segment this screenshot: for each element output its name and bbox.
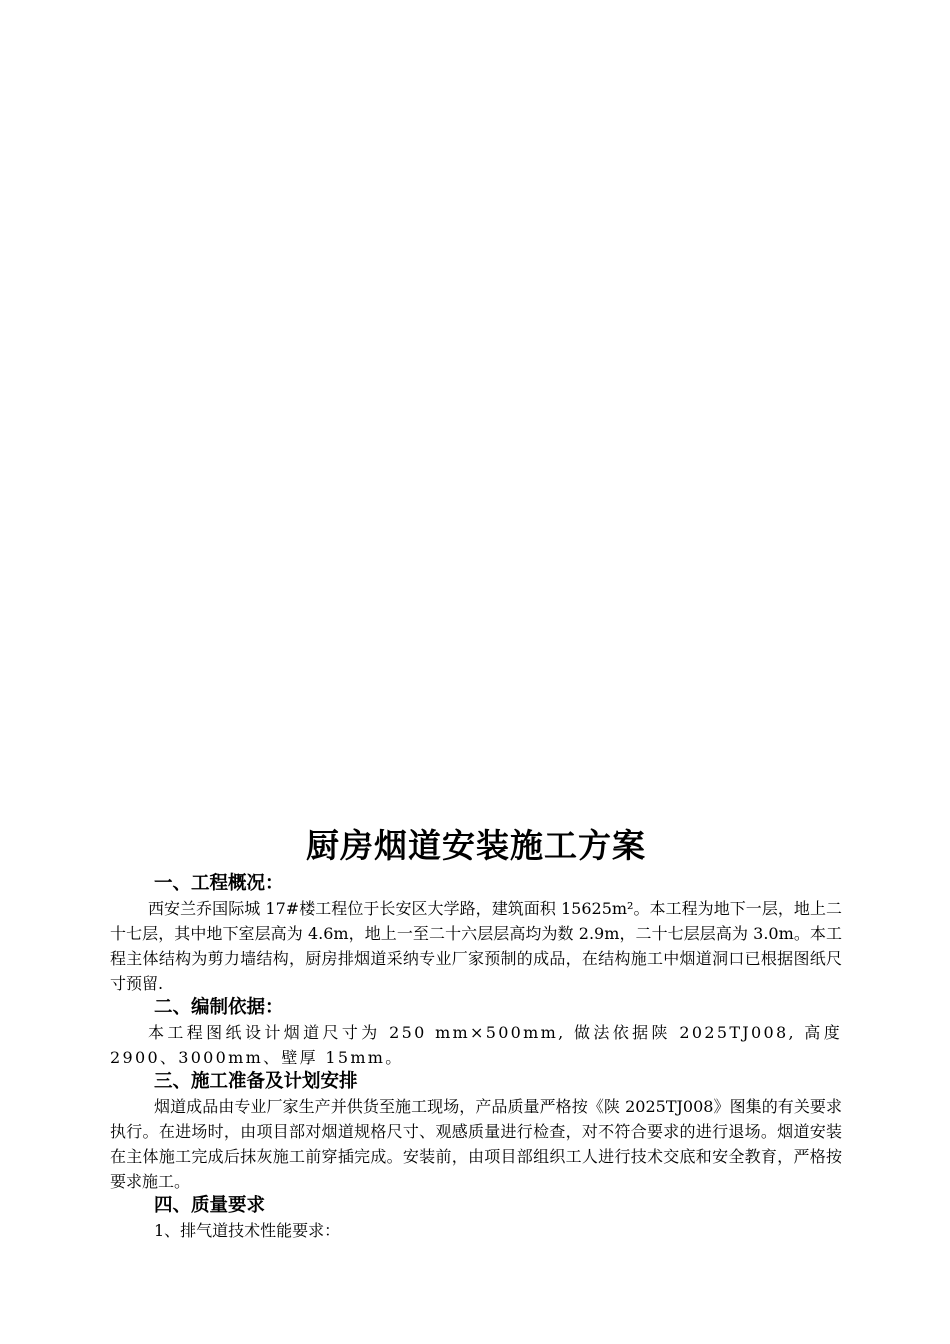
section-heading-basis: 二、编制依据： (154, 997, 284, 1018)
section-heading-preparation: 三、施工准备及计划安排 (154, 1071, 358, 1092)
quality-item-1: 1、排气道技术性能要求： (154, 1221, 341, 1240)
preparation-paragraph: 烟道成品由专业厂家生产并供货至施工现场，产品质量严格按《陕 2025TJ008》图集的有关要求执行。在进场时，由项目部对烟道规格尺寸、观感质量进行检查，对不符合要求的进行退场。烟道安装在主体施工完成后抹灰施工前穿插完成。安装前，由项目部组织工人进行技术交底和安全教育，严格按要求施工。 (110, 1097, 842, 1191)
basis-paragraph: 本工程图纸设计烟道尺寸为 250 mm×500mm, 做法依据陕 2025TJ008, 高度 2900、3000mm、壁厚 15mm。 (110, 1023, 842, 1067)
overview-paragraph: 西安兰乔国际城 17#楼工程位于长安区大学路，建筑面积 15625m²。本工程为地下一层，地上二十七层，其中地下室层高为 4.6m，地上一至二十六层层高均为数 2.9m，二十七层层高为 3.0m。本工程主体结构为剪力墙结构，厨房排烟道采纳专业厂家预制的成品，在结构施工中烟道洞口已根据图纸尺寸预留. (110, 899, 842, 993)
section-heading-quality: 四、质量要求 (154, 1195, 266, 1216)
document-body (110, 822, 842, 1243)
section-heading-overview: 一、工程概况： (154, 873, 284, 894)
document-title: 厨房烟道安装施工方案 (306, 826, 646, 865)
